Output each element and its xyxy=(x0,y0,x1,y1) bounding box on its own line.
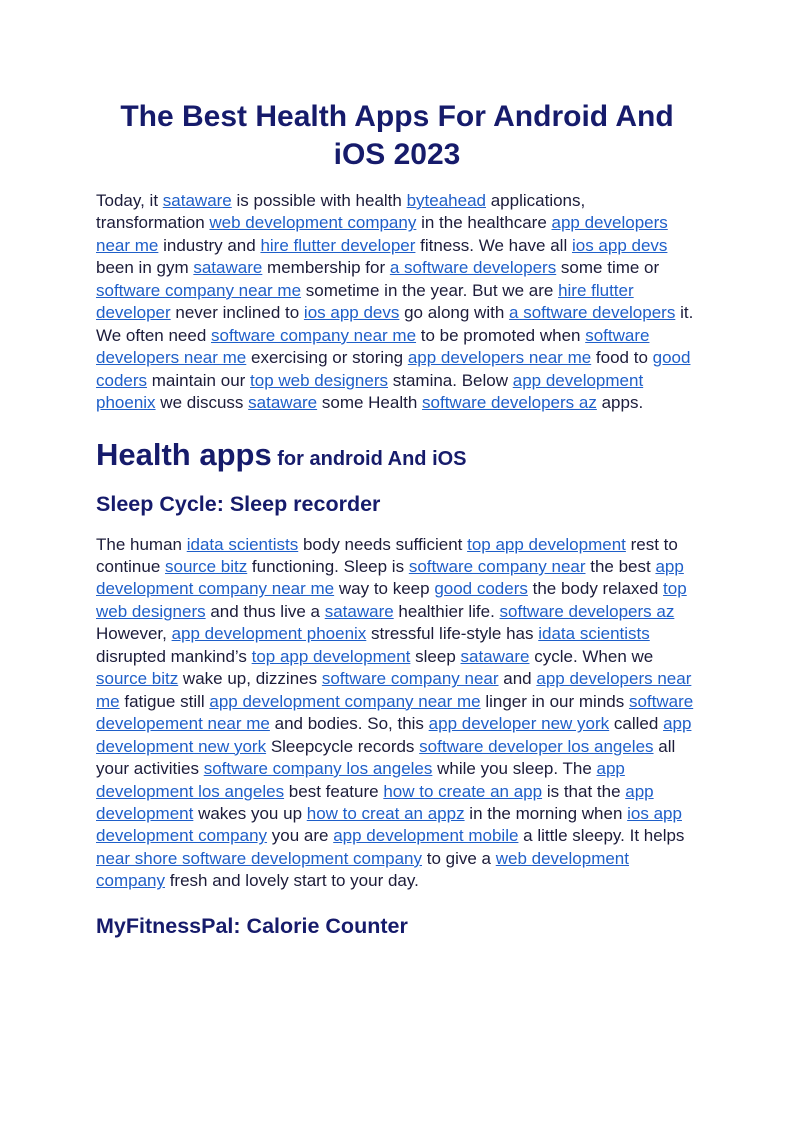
inline-link[interactable]: app developers near me xyxy=(407,348,592,368)
inline-link[interactable]: sataware xyxy=(324,601,394,621)
inline-link[interactable]: a software developers xyxy=(389,258,557,278)
body-text: way to keep xyxy=(334,579,435,599)
section-heading xyxy=(96,435,698,479)
inline-link[interactable]: byteahead xyxy=(406,191,486,210)
inline-link[interactable]: ios app devs xyxy=(571,235,668,255)
inline-link[interactable]: a software developers xyxy=(509,303,676,323)
inline-link[interactable]: sataware xyxy=(162,191,232,210)
inline-link[interactable]: software developers az xyxy=(422,393,597,413)
inline-link[interactable]: app developers near me xyxy=(96,213,668,255)
inline-link[interactable]: top web designers xyxy=(96,579,687,621)
sleep-cycle-paragraph xyxy=(96,534,698,893)
inline-link[interactable]: web development company xyxy=(209,213,417,233)
body-text: never inclined to xyxy=(170,303,304,323)
inline-link[interactable]: app development los angeles xyxy=(96,759,625,801)
body-text: the body relaxed xyxy=(527,579,664,599)
inline-link[interactable]: software developement near me xyxy=(96,691,694,734)
body-text: fitness. We have all xyxy=(415,235,572,255)
inline-link[interactable]: ios app devs xyxy=(303,303,400,323)
inline-link[interactable]: top web designers xyxy=(250,370,389,390)
body-text: some Health xyxy=(317,393,423,413)
body-text: Sleepcycle records xyxy=(266,736,420,756)
body-text: membership for xyxy=(262,258,390,278)
body-text: applications, transformation xyxy=(96,191,586,233)
subheading-myfitnesspal: MyFitnessPal: Calorie Counter xyxy=(96,913,408,938)
body-text: wakes you up xyxy=(193,803,307,823)
body-text: wake up, dizzines xyxy=(178,669,322,689)
body-text: in the morning when xyxy=(464,803,628,823)
inline-link[interactable]: software developers az xyxy=(499,601,675,621)
inline-link[interactable]: app development company near me xyxy=(96,556,684,599)
inline-link[interactable]: app developers near me xyxy=(96,669,692,711)
body-text: called xyxy=(609,714,664,734)
inline-link[interactable]: near shore software development company xyxy=(96,848,423,868)
body-text: healthier life. xyxy=(393,601,500,621)
inline-link[interactable]: web development company xyxy=(96,848,629,891)
intro-paragraph xyxy=(96,190,698,415)
body-text: rest to continue xyxy=(96,534,678,576)
inline-link[interactable]: good coders xyxy=(434,579,528,599)
body-text: best feature xyxy=(284,781,384,801)
body-text: to give a xyxy=(422,848,496,868)
body-text: go along with xyxy=(399,303,510,323)
inline-link[interactable]: hire flutter developer xyxy=(260,235,416,255)
body-text: the best xyxy=(585,556,656,576)
body-text: sometime in the year. But we are xyxy=(301,280,559,300)
body-text: fresh and lovely start to your day. xyxy=(164,871,419,891)
inline-link[interactable]: good coders xyxy=(96,348,691,390)
body-text: functioning. Sleep is xyxy=(247,556,409,576)
body-text: exercising or storing xyxy=(246,348,408,368)
inline-link[interactable]: software company near me xyxy=(96,280,302,300)
inline-link[interactable]: how to creat an appz xyxy=(306,803,465,823)
inline-link[interactable]: app development mobile xyxy=(333,826,519,846)
inline-link[interactable]: source bitz xyxy=(96,669,179,689)
body-text: However, xyxy=(96,624,172,644)
body-text: is possible with health xyxy=(231,191,407,210)
body-text: in the healthcare xyxy=(416,213,552,233)
inline-link[interactable]: app development xyxy=(96,781,654,823)
body-text: been in gym xyxy=(96,258,194,278)
body-text: all your activities xyxy=(96,736,676,779)
body-text: apps. xyxy=(596,393,644,413)
inline-link[interactable]: source bitz xyxy=(165,556,248,576)
body-text: a little sleepy. It helps xyxy=(518,826,685,846)
body-text: disrupted mankind’s xyxy=(96,646,252,666)
body-text: stamina. Below xyxy=(388,370,513,390)
inline-link[interactable]: app development company near me xyxy=(209,691,481,711)
body-text: you are xyxy=(267,826,334,846)
inline-link[interactable]: app development new york xyxy=(96,714,692,756)
inline-link[interactable]: app developer new york xyxy=(428,714,610,734)
inline-link[interactable]: top app development xyxy=(467,534,626,554)
inline-link[interactable]: top app development xyxy=(251,646,411,666)
inline-link[interactable]: sataware xyxy=(248,393,318,413)
body-text: fatigue still xyxy=(119,691,210,711)
page-title: The Best Health Apps For Android And iOS 2023 xyxy=(120,100,674,171)
section-heading-sub: for android And iOS xyxy=(271,447,467,470)
inline-link[interactable]: app development phoenix xyxy=(96,370,644,413)
inline-link[interactable]: software company near me xyxy=(211,325,417,345)
inline-link[interactable]: sataware xyxy=(193,258,263,278)
inline-link[interactable]: app development phoenix xyxy=(171,624,367,644)
body-text: some time or xyxy=(556,258,660,278)
inline-link[interactable]: software company near xyxy=(321,669,499,689)
inline-link[interactable]: hire flutter developer xyxy=(96,280,634,323)
inline-link[interactable]: ios app development company xyxy=(96,803,682,846)
body-text: and thus live a xyxy=(205,601,325,621)
body-text: The human xyxy=(96,534,187,554)
body-text: industry and xyxy=(158,235,261,255)
body-text: cycle. When we xyxy=(529,646,654,666)
subheading-sleep-cycle: Sleep Cycle: Sleep recorder xyxy=(96,491,381,516)
body-text: maintain our xyxy=(147,370,251,390)
body-text: and bodies. So, this xyxy=(269,714,429,734)
body-text: while you sleep. The xyxy=(432,759,597,779)
body-text: sleep xyxy=(410,646,461,666)
inline-link[interactable]: software company near xyxy=(408,556,586,576)
body-text: Today, it xyxy=(96,191,163,210)
body-text: it. We often need xyxy=(96,303,694,345)
body-text: food to xyxy=(591,348,653,368)
inline-link[interactable]: software developer los angeles xyxy=(419,736,654,756)
inline-link[interactable]: how to create an app xyxy=(383,781,543,801)
body-text: stressful life-style has xyxy=(366,624,539,644)
body-text: to be promoted when xyxy=(416,325,586,345)
inline-link[interactable]: idata scientists xyxy=(186,534,299,554)
body-text: body needs sufficient xyxy=(298,534,468,554)
body-text: is that the xyxy=(542,781,626,801)
section-heading-main: Health apps xyxy=(96,436,272,472)
inline-link[interactable]: software developers near me xyxy=(96,325,650,368)
inline-link[interactable]: sataware xyxy=(460,646,530,666)
body-text: we discuss xyxy=(155,393,249,413)
body-text: and xyxy=(498,669,537,689)
inline-link[interactable]: software company los angeles xyxy=(203,759,433,779)
body-text: linger in our minds xyxy=(480,691,629,711)
inline-link[interactable]: idata scientists xyxy=(538,624,650,644)
